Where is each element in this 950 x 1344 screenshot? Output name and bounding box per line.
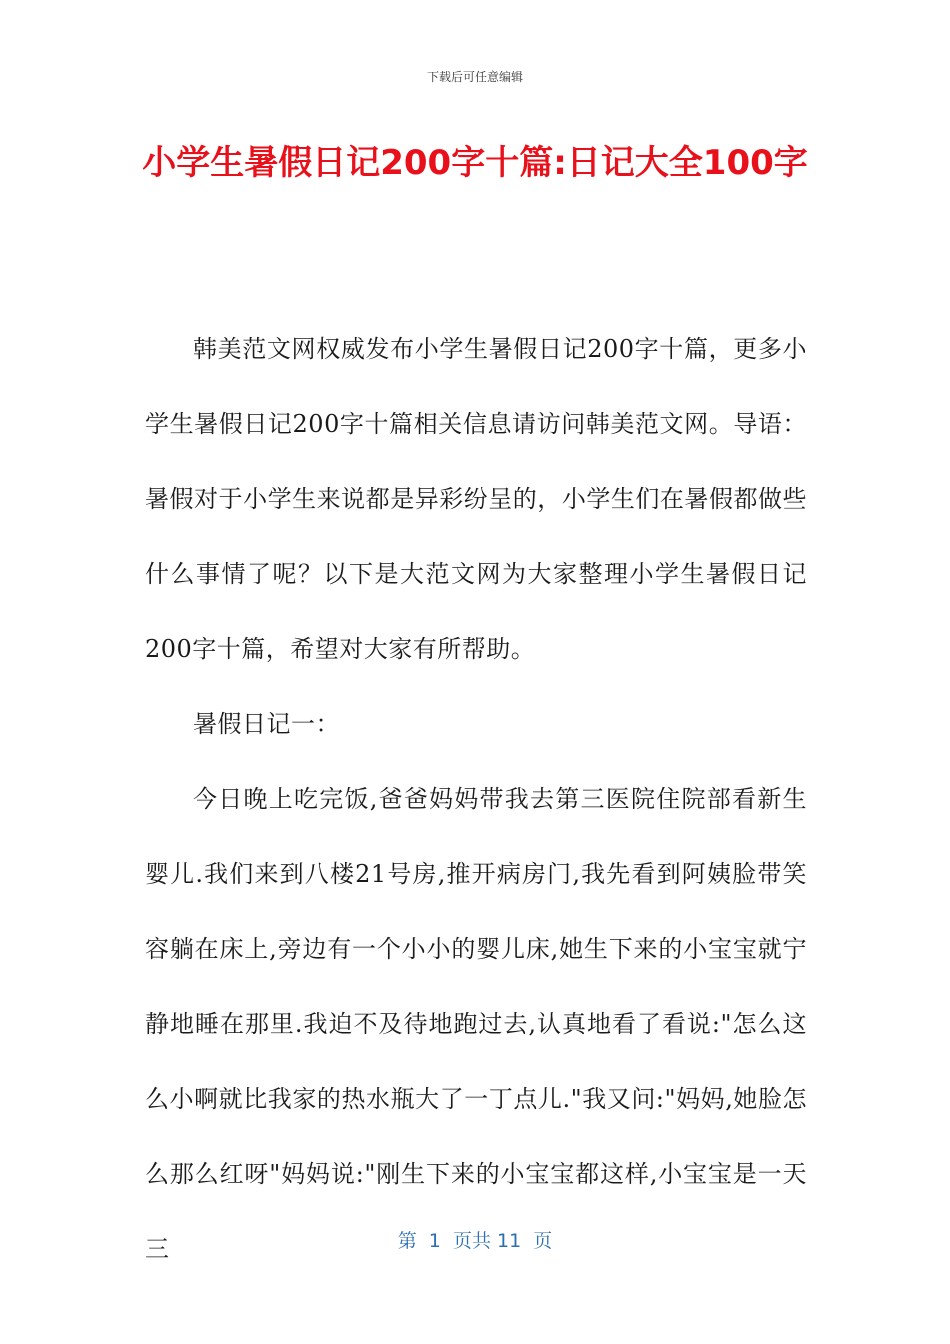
page-number-footer: 第 1 页共 11 页 [397,1230,553,1252]
intro-paragraph: 韩美范文网权威发布小学生暑假日记200字十篇，更多小学生暑假日记200字十篇相关信息请访问韩美范文网。导语：暑假对于小学生来说都是异彩纷呈的，小学生们在暑假都做些什么事情了呢？以下是大范文网为大家整理小学生暑假日记200字十篇，希望对大家有所帮助。 [145,335,807,663]
header-note: 下载后可任意编辑 [426,70,523,84]
section-heading: 暑假日记一： [193,710,340,738]
diary-paragraph: 今日晚上吃完饭,爸爸妈妈带我去第三医院住院部看新生婴儿.我们来到八楼21号房,推开病房门,我先看到阿姨脸带笑容躺在床上,旁边有一个小小的婴儿床,她生下来的小宝宝就宁静地睡在那里.我迫不及待地跑过去,认真地看了看说:"怎么这么小啊就比我家的热水瓶大了一丁点儿."我又问:"妈妈,她脸怎么那么红呀"妈妈说:"刚生下来的小宝宝都这样,小宝宝是一天三 [145,785,807,1263]
document-body [145,312,807,1287]
document-title: 小学生暑假日记200字十篇:日记大全100字 [142,143,808,183]
